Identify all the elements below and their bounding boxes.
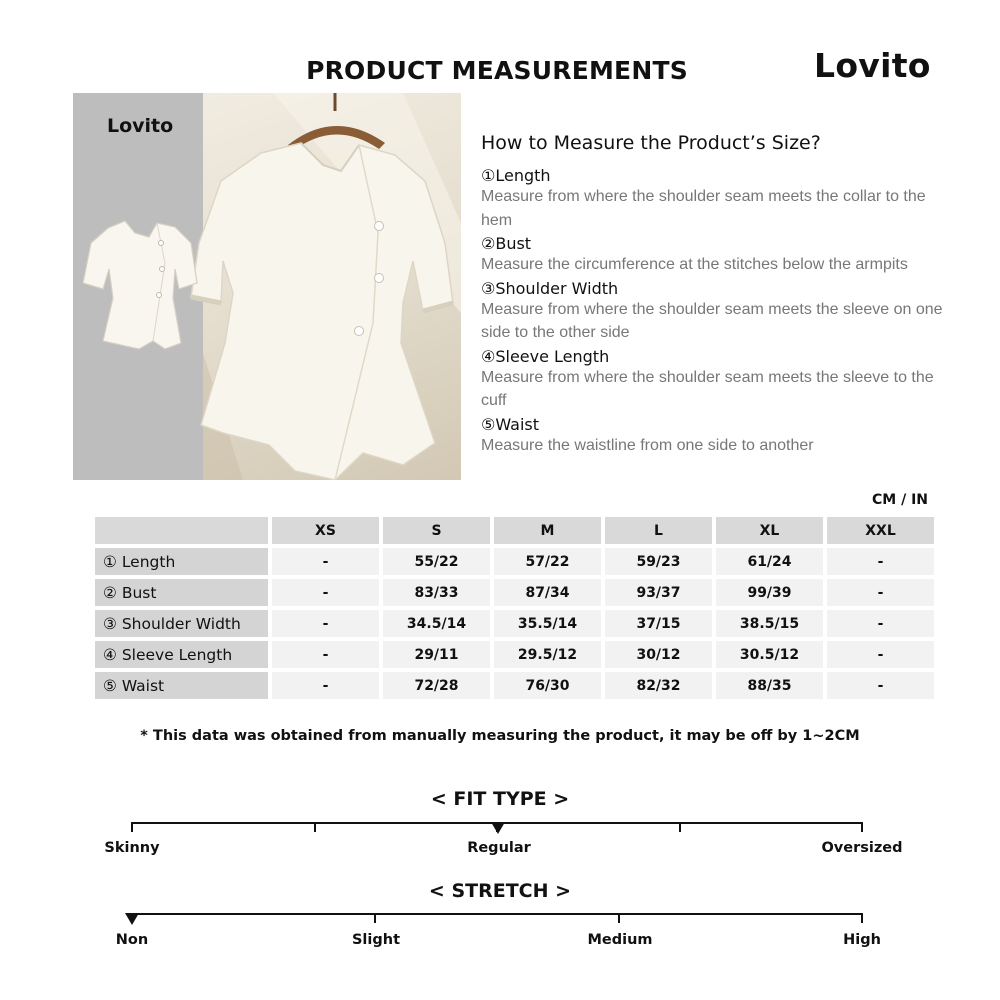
fit-type-pointer-icon (491, 822, 505, 834)
table-row (95, 579, 934, 606)
table-cell: - (827, 579, 934, 606)
table-row (95, 672, 934, 699)
table-cell: 37/15 (605, 610, 712, 637)
measure-name: ③Shoulder Width (481, 278, 619, 298)
table-cell: 34.5/14 (383, 610, 490, 637)
table-cell: 88/35 (716, 672, 823, 699)
stretch-tick (618, 913, 620, 923)
size-header: XS (272, 517, 379, 544)
size-header: L (605, 517, 712, 544)
table-cell: 82/32 (605, 672, 712, 699)
table-row (95, 610, 934, 637)
size-header: S (383, 517, 490, 544)
table-cell: 99/39 (716, 579, 823, 606)
measurement-note: * This data was obtained from manually measuring the product, it may be off by 1~2CM (140, 728, 860, 744)
brand-logo: Lovito (814, 46, 931, 85)
measure-name: ⑤Waist (481, 414, 539, 434)
fit-type-tick (679, 822, 681, 832)
measure-desc: Measure from where the shoulder seam meets the sleeve on one side to the other side (481, 300, 943, 341)
row-label: ⑤ Waist (95, 672, 268, 699)
table-cell: - (272, 548, 379, 575)
unit-label: CM / IN (872, 492, 928, 508)
table-cell: 93/37 (605, 579, 712, 606)
table-cell: - (827, 610, 934, 637)
stretch-line (132, 913, 863, 915)
measure-name: ②Bust (481, 234, 532, 253)
measure-desc: Measure from where the shoulder seam meets the collar to the hem (481, 188, 926, 229)
table-cell: 83/33 (383, 579, 490, 606)
measure-item-bust (481, 234, 951, 277)
table-cell: - (272, 672, 379, 699)
measure-item-shoulder-width (481, 279, 951, 345)
stretch-label-non: Non (115, 932, 149, 948)
measure-name: ④Sleeve Length (481, 346, 610, 366)
table-cell: 29/11 (383, 641, 490, 668)
table-row (95, 641, 934, 668)
stretch-pointer-icon (125, 913, 139, 925)
table-cell: 30.5/12 (716, 641, 823, 668)
table-cell: 76/30 (494, 672, 601, 699)
measure-desc: Measure the circumference at the stitches below the armpits (481, 256, 908, 273)
measure-desc: Measure from where the shoulder seam meets the sleeve to the cuff (481, 368, 934, 409)
size-table (91, 513, 938, 703)
table-cell: 35.5/14 (494, 610, 601, 637)
fit-type-tick (861, 822, 863, 832)
row-label: ① Length (95, 548, 268, 575)
table-cell: - (827, 672, 934, 699)
size-header: M (494, 517, 601, 544)
measure-name: ①Length (481, 166, 551, 185)
table-cell: - (827, 641, 934, 668)
table-cell: 87/34 (494, 579, 601, 606)
product-photo (73, 93, 461, 480)
row-label: ② Bust (95, 579, 268, 606)
measure-item-waist (481, 415, 951, 458)
table-header-row (95, 517, 934, 544)
how-to-measure-section (481, 132, 951, 459)
table-cell: 61/24 (716, 548, 823, 575)
size-header: XL (716, 517, 823, 544)
measure-desc: Measure the waistline from one side to another (481, 436, 814, 454)
stretch-tick (861, 913, 863, 923)
blouse-illustration (73, 93, 461, 480)
fit-label-oversized: Oversized (821, 840, 903, 856)
table-row (95, 548, 934, 575)
row-label: ③ Shoulder Width (95, 610, 268, 637)
fit-label-regular: Regular (467, 840, 531, 856)
table-cell: - (827, 548, 934, 575)
photo-brand-logo: Lovito (107, 115, 174, 137)
blouse-small (83, 221, 197, 349)
table-cell: 38.5/15 (716, 610, 823, 637)
table-cell: 30/12 (605, 641, 712, 668)
fit-type-tick (314, 822, 316, 832)
how-to-measure-title: How to Measure the Product’s Size? (481, 132, 821, 154)
fit-label-skinny: Skinny (104, 840, 160, 856)
table-corner-cell (95, 517, 268, 544)
measure-item-sleeve-length (481, 347, 951, 413)
stretch-label-medium: Medium (587, 932, 653, 948)
stretch-label-high: High (843, 932, 881, 948)
table-cell: 59/23 (605, 548, 712, 575)
size-header: XXL (827, 517, 934, 544)
table-cell: 29.5/12 (494, 641, 601, 668)
table-cell: 72/28 (383, 672, 490, 699)
fit-type-title: < FIT TYPE > (430, 788, 570, 810)
page-title-text: PRODUCT MEASUREMENTS (306, 56, 688, 85)
table-cell: - (272, 610, 379, 637)
row-label: ④ Sleeve Length (95, 641, 268, 668)
fit-type-tick (131, 822, 133, 832)
stretch-title: < STRETCH > (428, 880, 572, 902)
table-cell: 57/22 (494, 548, 601, 575)
table-cell: - (272, 641, 379, 668)
measure-item-length (481, 166, 951, 232)
blouse-large (191, 143, 453, 480)
table-cell: 55/22 (383, 548, 490, 575)
table-cell: - (272, 579, 379, 606)
stretch-tick (374, 913, 376, 923)
stretch-label-slight: Slight (351, 932, 401, 948)
